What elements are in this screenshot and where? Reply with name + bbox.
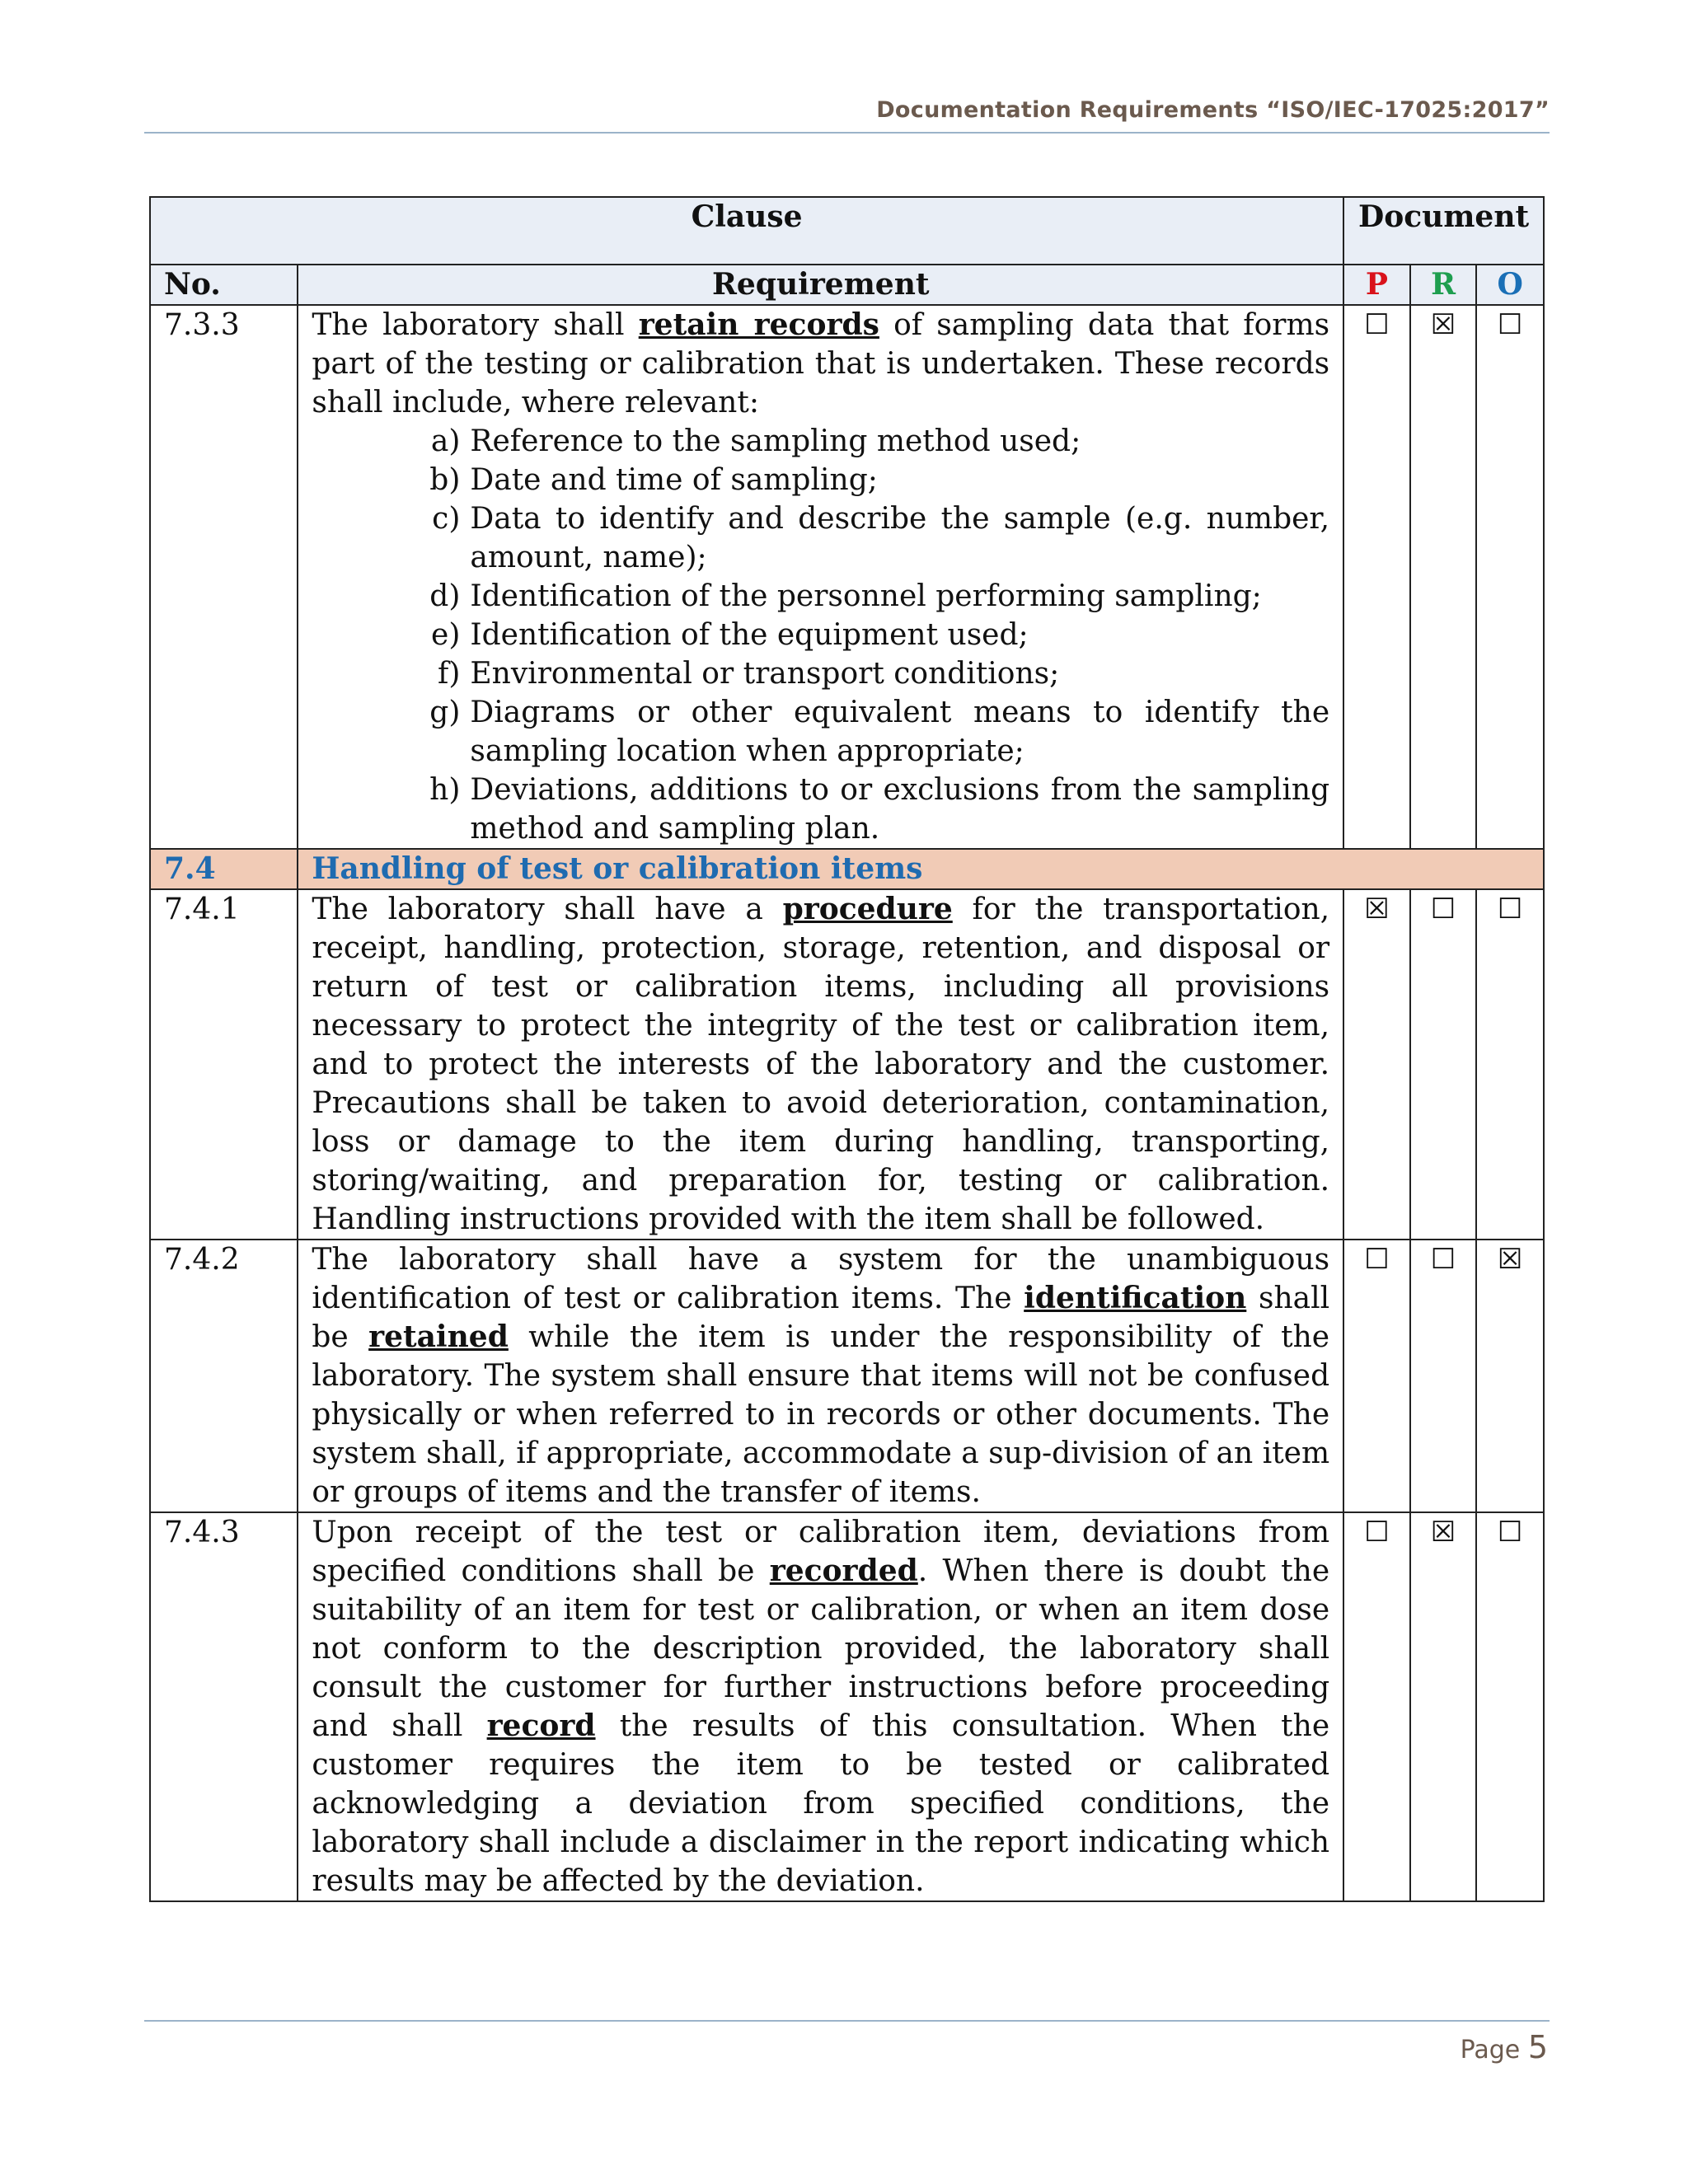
o-checkbox[interactable]: ☐ xyxy=(1476,1512,1544,1901)
r-header: R xyxy=(1410,265,1477,305)
table-row xyxy=(150,1240,1544,1512)
requirement-text: The laboratory shall have a system for the unambiguous identification of test or calibration items. The identification shall be retained while the item is under the responsibility of the laboratory. The system shall ensure that items will not be confused physically or when referred to in records or other documents. The system shall, if appropriate, accommodate a sup-division of an item or groups of items and the transfer of items. xyxy=(298,1240,1343,1512)
requirement-text: Upon receipt of the test or calibration item, deviations from specified conditions shall be recorded. When there is doubt the suitability of an item for test or calibration, or when an item dose not conform to the description provided, the laboratory shall consult the customer for further instructions before proceeding and shall record the results of this consultation. When the customer requires the item to be tested or calibrated acknowledging a deviation from specified conditions, the laboratory shall include a disclaimer in the report indicating which results may be affected by the deviation. xyxy=(298,1512,1343,1901)
section-number: 7.4 xyxy=(150,849,298,889)
p-checkbox[interactable]: ☐ xyxy=(1343,1512,1410,1901)
keyword: retain records xyxy=(638,307,879,342)
p-checkbox[interactable]: ☐ xyxy=(1343,305,1410,849)
requirement-text: The laboratory shall retain records of sampling data that forms part of the testing or calibration that is undertaken. These records shall include, where relevant: a) Reference to the sampling method used; b) Date and time of sampling; c) Data to identify and describe the sample (e.g. number, amount, name); d) Identification of the personnel performing sampling; e) Identification of the equipment used; f) Environmental or transport conditions; g) Diagrams or other equivalent means to identify the sampling location when appropriate; h) Deviations, additions to or exclusions from the sampling method and sampling plan. xyxy=(298,305,1343,849)
keyword: procedure xyxy=(782,892,953,926)
clause-header: Clause xyxy=(150,197,1343,265)
no-header: No. xyxy=(150,265,298,305)
page-label: Page xyxy=(1460,2036,1521,2064)
r-checkbox[interactable]: ☒ xyxy=(1410,305,1477,849)
section-row xyxy=(150,849,1544,889)
list-item: d) Identification of the personnel performing sampling; xyxy=(429,579,1262,613)
p-header: P xyxy=(1343,265,1410,305)
table-row xyxy=(150,305,1544,849)
o-header: O xyxy=(1476,265,1544,305)
page-number: 5 xyxy=(1527,2029,1548,2065)
r-checkbox[interactable]: ☐ xyxy=(1410,1240,1477,1512)
document-header: Document xyxy=(1343,197,1544,265)
o-checkbox[interactable]: ☒ xyxy=(1476,1240,1544,1512)
r-checkbox[interactable]: ☐ xyxy=(1410,889,1477,1240)
requirement-header: Requirement xyxy=(298,265,1343,305)
clause-number: 7.4.2 xyxy=(150,1240,298,1512)
keyword: recorded xyxy=(769,1554,918,1588)
requirements-table xyxy=(149,196,1545,1902)
sampling-record-list xyxy=(312,422,1329,848)
running-header: Documentation Requirements “ISO/IEC-17025:2017” xyxy=(876,97,1550,123)
keyword: retained xyxy=(368,1319,509,1354)
r-checkbox[interactable]: ☒ xyxy=(1410,1512,1477,1901)
list-item: h) Deviations, additions to or exclusions from the sampling method and sampling plan. xyxy=(429,773,1330,846)
section-title: Handling of test or calibration items xyxy=(298,849,1544,889)
keyword: record xyxy=(486,1708,596,1743)
o-checkbox[interactable]: ☐ xyxy=(1476,889,1544,1240)
table-subheader-row xyxy=(150,265,1544,305)
clause-number: 7.3.3 xyxy=(150,305,298,849)
list-item: g) Diagrams or other equivalent means to identify the sampling location when appropriate; xyxy=(429,696,1330,768)
clause-number: 7.4.1 xyxy=(150,889,298,1240)
list-item: f) Environmental or transport conditions; xyxy=(438,657,1060,691)
table-row xyxy=(150,1512,1544,1901)
table-row xyxy=(150,889,1544,1240)
list-item: b) Date and time of sampling; xyxy=(429,463,878,497)
p-checkbox[interactable]: ☒ xyxy=(1343,889,1410,1240)
table-header-row xyxy=(150,197,1544,265)
requirement-text: The laboratory shall have a procedure for the transportation, receipt, handling, protection, storage, retention, and disposal or return of test or calibration items, including all provisions necessary to protect the integrity of the test or calibration item, and to protect the interests of the laboratory and the customer. Precautions shall be taken to avoid deterioration, contamination, loss or damage to the item during handling, transporting, storing/waiting, and preparation for, testing or calibration. Handling instructions provided with the item shall be followed. xyxy=(298,889,1343,1240)
p-checkbox[interactable]: ☐ xyxy=(1343,1240,1410,1512)
header-rule xyxy=(144,132,1550,134)
list-item: e) Identification of the equipment used; xyxy=(431,618,1029,652)
o-checkbox[interactable]: ☐ xyxy=(1476,305,1544,849)
footer-rule xyxy=(144,2020,1550,2022)
list-item: a) Reference to the sampling method used; xyxy=(430,424,1081,458)
clause-number: 7.4.3 xyxy=(150,1512,298,1901)
list-item: c) Data to identify and describe the sample (e.g. number, amount, name); xyxy=(432,502,1330,574)
keyword: identification xyxy=(1024,1281,1247,1315)
page-footer xyxy=(1461,2029,1548,2065)
